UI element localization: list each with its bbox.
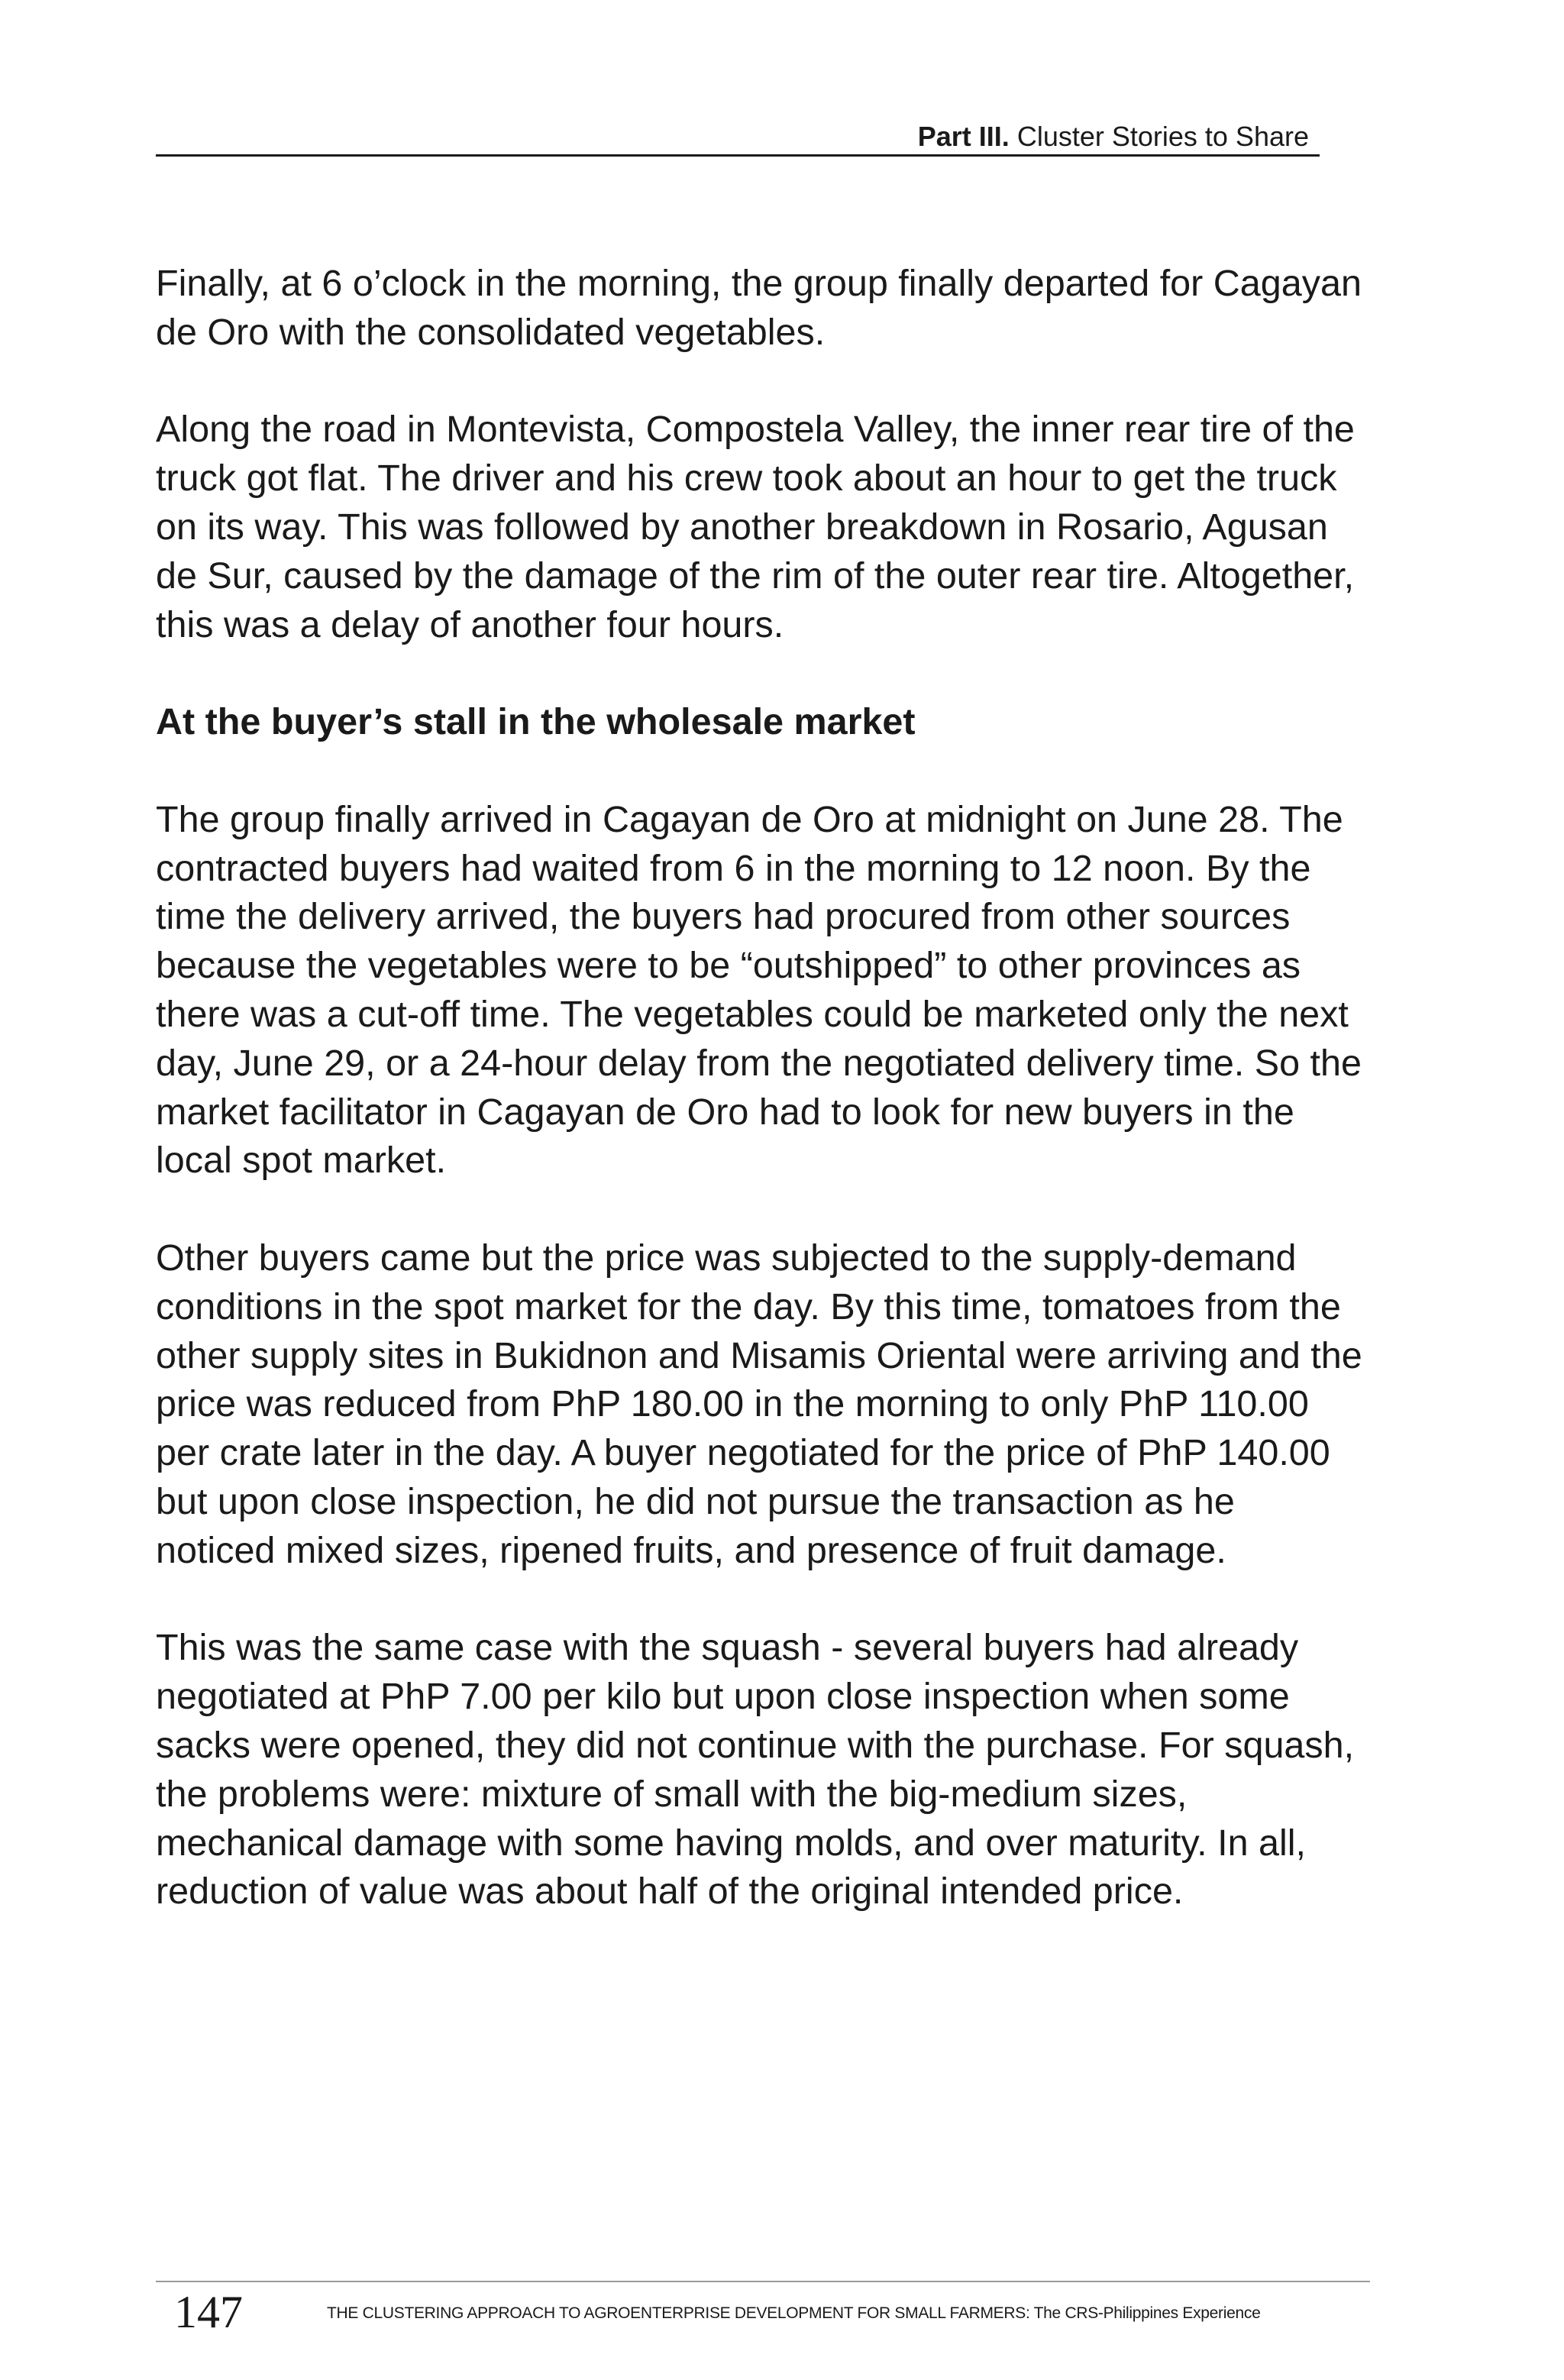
page-number: 147	[174, 2287, 243, 2337]
paragraph-squash: This was the same case with the squash - several buyers had already negotiated at PhP 7.00 per kilo but upon close inspection when some sacks were opened, they did not continue with the purchase. For squash, the problems were: mixture of small with the big-medium sizes, mechanical damage with some having molds, and over maturity. In all, reduction of value was about half of the original intended price.	[156, 1627, 1355, 1913]
footer-divider	[156, 2281, 1370, 2282]
part-label: Part III.	[917, 121, 1010, 152]
part-title: Cluster Stories to Share	[1016, 121, 1309, 152]
running-header	[156, 119, 1320, 157]
footer-book-title: THE CLUSTERING APPROACH TO AGROENTERPRISE DEVELOPMENT FOR SMALL FARMERS: The CRS-Philippines Experience	[327, 2304, 1261, 2322]
section-heading: At the buyer’s stall in the wholesale market	[156, 701, 916, 743]
paragraph-breakdown: Along the road in Montevista, Compostela Valley, the inner rear tire of the truck got flat. The driver and his crew took about an hour to get the truck on its way. This was followed by another breakdown in Rosario, Agusan de Sur, caused by the damage of the rim of the outer rear tire. Altogether, this was a delay of another four hours.	[156, 409, 1355, 645]
page-body	[156, 260, 1362, 1965]
paragraph-departure: Finally, at 6 o’clock in the morning, the group finally departed for Cagayan de Oro with the consolidated vegetables.	[156, 263, 1362, 353]
paragraph-arrival: The group finally arrived in Cagayan de Oro at midnight on June 28. The contracted buyers had waited from 6 in the morning to 12 noon. By the time the delivery arrived, the buyers had procured from other sources because the vegetables were to be “outshipped” to other provinces as there was a cut-off time. The vegetables could be marketed only the next day, June 29, or a 24-hour delay from the negotiated delivery time. So the market facilitator in Cagayan de Oro had to look for new buyers in the local spot market.	[156, 798, 1362, 1182]
paragraph-tomato-prices: Other buyers came but the price was subjected to the supply-demand conditions in the spot market for the day. By this time, tomatoes from the other supply sites in Bukidnon and Misamis Oriental were arriving and the price was reduced from PhP 180.00 in the morning to only PhP 110.00 per crate later in the day. A buyer negotiated for the price of PhP 140.00 but upon close inspection, he did not pursue the transaction as he noticed mixed sizes, ripened fruits, and presence of fruit damage.	[156, 1237, 1362, 1571]
